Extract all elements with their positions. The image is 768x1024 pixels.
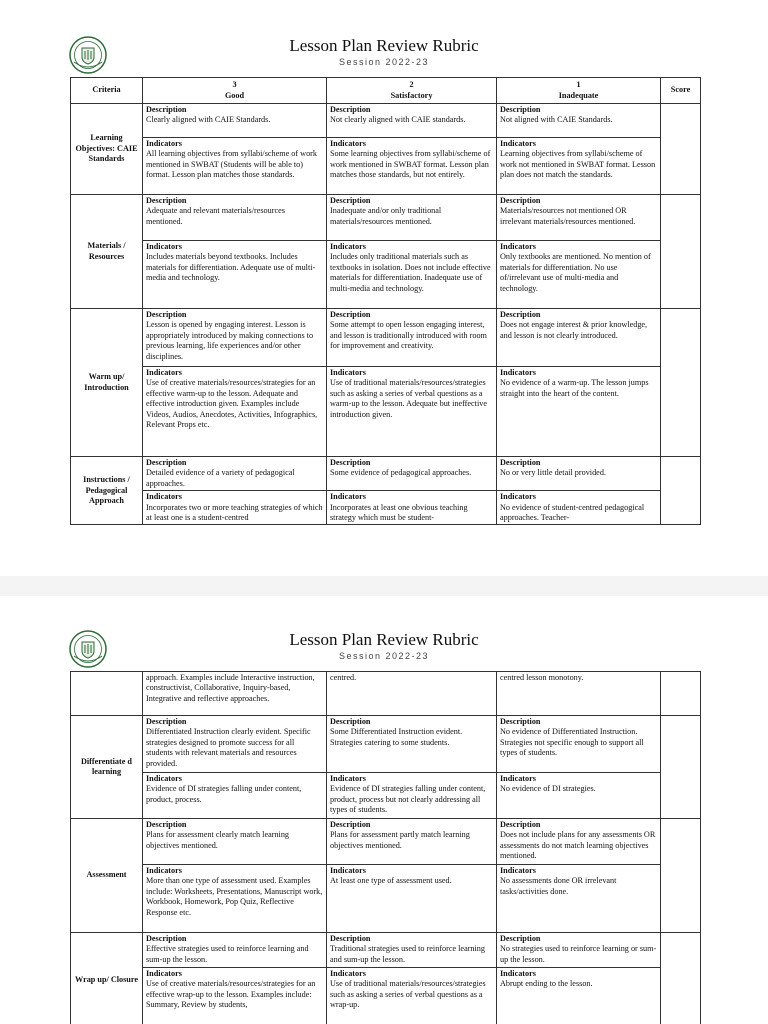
score-cell[interactable] bbox=[661, 933, 701, 1024]
cell-text: No evidence of student-centred pedagogical approaches. Teacher- bbox=[500, 502, 645, 523]
criteria-cell: Wrap up/ Closure bbox=[71, 933, 143, 1024]
description-label: Description bbox=[146, 105, 187, 114]
description-cell bbox=[497, 819, 661, 865]
description-cell bbox=[327, 104, 497, 138]
description-label: Description bbox=[146, 310, 187, 319]
indicators-label: Indicators bbox=[146, 368, 182, 377]
header-score: Score bbox=[661, 78, 701, 104]
description-label: Description bbox=[500, 717, 541, 726]
criteria-cell: Learning Objectives: CAIE Standards bbox=[71, 104, 143, 195]
table-row bbox=[71, 968, 701, 1024]
score-cell[interactable] bbox=[661, 716, 701, 819]
table-row bbox=[71, 138, 701, 195]
cell-text: Some attempt to open lesson engaging interest, and lesson is traditionally introduced with room for improvement and creativity. bbox=[330, 320, 487, 351]
description-cell bbox=[497, 457, 661, 491]
document-page-2 bbox=[0, 596, 768, 1024]
description-cell bbox=[327, 819, 497, 865]
cell-text: At least one type of assessment used. bbox=[330, 876, 452, 886]
cell-text: Plans for assessment partly match learning objectives mentioned. bbox=[330, 830, 470, 850]
cell-text: Includes materials beyond textbooks. Includes materials for differentiation. Adequate use of multi-media and technology. bbox=[146, 252, 316, 283]
description-cell bbox=[143, 933, 327, 968]
cell-text: Inadequate and/or only traditional materials/resources mentioned. bbox=[330, 206, 442, 226]
criteria-cell: Materials / Resources bbox=[71, 195, 143, 309]
indicators-label: Indicators bbox=[330, 492, 366, 502]
cell-text: Not aligned with CAIE Standards. bbox=[500, 115, 613, 125]
indicators-cell bbox=[327, 367, 497, 457]
indicators-label: Indicators bbox=[330, 139, 366, 148]
cell-text: More than one type of assessment used. Examples include: Worksheets, Presentations, Manuscript work, Workbook, Homework, Pop Quiz, Reflective Response etc. bbox=[146, 876, 323, 917]
header-inad-label: Inadequate bbox=[558, 90, 599, 100]
cell-text: Use of traditional materials/resources/strategies such as asking a series of verbal questions as a wrap-up. bbox=[330, 979, 486, 1010]
indicators-label: Indicators bbox=[330, 368, 366, 377]
header-sat-number: 2 bbox=[409, 80, 414, 90]
cell-text: Does not include plans for any assessments OR assessments do not match learning objectives mentioned. bbox=[500, 830, 656, 861]
cell-text: No evidence of Differentiated Instruction. Strategies not specific enough to support all types of students. bbox=[500, 727, 644, 758]
cell-text: Incorporates at least one obvious teaching strategy which must be student- bbox=[330, 502, 468, 523]
description-label: Description bbox=[500, 934, 541, 943]
description-cell bbox=[497, 309, 661, 367]
indicators-cell bbox=[327, 968, 497, 1024]
indicators-label: Indicators bbox=[330, 969, 366, 978]
cell-text: No strategies used to reinforce learning or sum-up the lesson. bbox=[500, 944, 657, 964]
criteria-cell: Assessment bbox=[71, 819, 143, 933]
description-cell bbox=[327, 195, 497, 241]
criteria-cell: Warm up/ Introduction bbox=[71, 309, 143, 457]
cell-text: Lesson is opened by engaging interest. Lesson is appropriately introduced by making connections to previous learning, life experiences and/or other disciplines. bbox=[146, 320, 314, 361]
continued-cell: centred lesson monotony. bbox=[497, 672, 661, 716]
cell-text: All learning objectives from syllabi/scheme of work mentioned in SWBAT (Students will be able to) format. Lesson plan matches those standards. bbox=[146, 149, 317, 180]
indicators-cell bbox=[497, 773, 661, 819]
cell-text: Adequate and relevant materials/resources mentioned. bbox=[146, 206, 285, 226]
criteria-cell bbox=[71, 672, 143, 716]
session-label: Session 2022-23 bbox=[338, 651, 430, 661]
cell-text: Some learning objectives from syllabi/scheme of work mentioned in SWBAT format. Lesson plan matches those standards, but not entirely. bbox=[330, 149, 491, 180]
criteria-cell: Differentiate d learning bbox=[71, 716, 143, 819]
indicators-cell bbox=[143, 773, 327, 819]
description-label: Description bbox=[330, 105, 371, 114]
table-row bbox=[71, 933, 701, 968]
criteria-cell: Instructions / Pedagogical Approach bbox=[71, 457, 143, 525]
table-row bbox=[71, 309, 701, 367]
header-inadequate bbox=[497, 78, 661, 104]
cell-text: Incorporates two or more teaching strategies of which at least one is a student-centred bbox=[146, 502, 323, 523]
table-row bbox=[71, 491, 701, 525]
cell-text: Materials/resources not mentioned OR irrelevant materials/resources mentioned. bbox=[500, 206, 636, 226]
description-cell bbox=[327, 933, 497, 968]
cell-text: Detailed evidence of a variety of pedagogical approaches. bbox=[146, 468, 295, 488]
cell-text: Does not engage interest & prior knowledge, and lesson is not clearly introduced. bbox=[500, 320, 648, 340]
description-cell bbox=[143, 819, 327, 865]
indicators-cell bbox=[143, 491, 327, 525]
score-cell[interactable] bbox=[661, 104, 701, 195]
table-row bbox=[71, 241, 701, 309]
table-row bbox=[71, 195, 701, 241]
rubric-table bbox=[70, 77, 701, 525]
description-cell bbox=[497, 933, 661, 968]
indicators-label: Indicators bbox=[500, 139, 536, 148]
cell-text: Traditional strategies used to reinforce learning and sum-up the lesson. bbox=[330, 944, 485, 964]
description-label: Description bbox=[330, 934, 371, 943]
indicators-label: Indicators bbox=[330, 242, 366, 251]
description-label: Description bbox=[146, 458, 187, 467]
cell-text: Learning objectives from syllabi/scheme of work not mentioned in SWBAT format. Lesson plan does not match the standards. bbox=[500, 149, 656, 180]
rubric-table-continued bbox=[70, 671, 701, 1024]
description-cell bbox=[327, 716, 497, 773]
description-cell bbox=[143, 309, 327, 367]
table-row bbox=[71, 773, 701, 819]
indicators-cell bbox=[327, 138, 497, 195]
session-label: Session 2022-23 bbox=[338, 57, 430, 67]
cell-text: Differentiated Instruction clearly evident. Specific strategies designed to promote success for all students with relevant materials and resources provided. bbox=[146, 727, 311, 768]
cell-text: Some evidence of pedagogical approaches. bbox=[330, 468, 472, 478]
indicators-label: Indicators bbox=[500, 969, 536, 978]
header-inad-number: 1 bbox=[576, 80, 581, 90]
indicators-cell bbox=[143, 865, 327, 933]
indicators-cell bbox=[143, 241, 327, 309]
indicators-label: Indicators bbox=[330, 774, 366, 783]
cell-text: Includes only traditional materials such as textbooks in isolation. Does not include effective materials for differentiation. Inadequate use of multi-media and technology. bbox=[330, 252, 491, 293]
description-cell bbox=[143, 104, 327, 138]
indicators-label: Indicators bbox=[146, 969, 182, 978]
cell-text: Not clearly aligned with CAIE standards. bbox=[330, 115, 466, 125]
score-cell[interactable] bbox=[661, 819, 701, 933]
header-sat-label: Satisfactory bbox=[390, 90, 433, 100]
header-criteria: Criteria bbox=[71, 78, 143, 104]
cell-text: Use of traditional materials/resources/strategies such as asking a series of verbal questions as a warm-up to the lesson. Adequate but ineffective introduction given. bbox=[330, 378, 487, 419]
description-label: Description bbox=[146, 717, 187, 726]
indicators-cell bbox=[327, 773, 497, 819]
document-title: Lesson Plan Review Rubric bbox=[289, 630, 479, 649]
description-cell bbox=[143, 457, 327, 491]
cell-text: Plans for assessment clearly match learning objectives mentioned. bbox=[146, 830, 290, 850]
table-row bbox=[71, 672, 701, 716]
indicators-cell bbox=[327, 491, 497, 525]
description-cell bbox=[497, 104, 661, 138]
cell-text: Only textbooks are mentioned. No mention of materials for differentiation. No use of/irrelevant use of multi-media and technology. bbox=[500, 252, 651, 293]
table-row bbox=[71, 716, 701, 773]
indicators-label: Indicators bbox=[500, 866, 536, 875]
score-cell[interactable] bbox=[661, 672, 701, 716]
indicators-label: Indicators bbox=[330, 866, 366, 875]
cell-text: Effective strategies used to reinforce learning and sum-up the lesson. bbox=[146, 944, 309, 964]
score-cell[interactable] bbox=[661, 457, 701, 525]
description-label: Description bbox=[146, 934, 187, 943]
indicators-cell bbox=[497, 865, 661, 933]
indicators-label: Indicators bbox=[146, 492, 182, 502]
cell-text: No evidence of a warm-up. The lesson jumps straight into the heart of the content. bbox=[500, 378, 649, 398]
description-cell bbox=[497, 195, 661, 241]
description-label: Description bbox=[330, 820, 371, 829]
cell-text: No assessments done OR irrelevant tasks/activities done. bbox=[500, 876, 617, 896]
description-label: Description bbox=[500, 310, 541, 319]
table-row bbox=[71, 865, 701, 933]
description-label: Description bbox=[330, 458, 371, 467]
header-satisfactory bbox=[327, 78, 497, 104]
indicators-label: Indicators bbox=[500, 242, 536, 251]
indicators-label: Indicators bbox=[146, 242, 182, 251]
table-header-row bbox=[71, 78, 701, 104]
score-cell[interactable] bbox=[661, 309, 701, 457]
description-cell bbox=[143, 716, 327, 773]
score-cell[interactable] bbox=[661, 195, 701, 309]
cell-text: No or very little detail provided. bbox=[500, 468, 606, 478]
description-cell bbox=[327, 457, 497, 491]
description-label: Description bbox=[330, 717, 371, 726]
description-label: Description bbox=[500, 820, 541, 829]
indicators-label: Indicators bbox=[146, 774, 182, 783]
cell-text: Some Differentiated Instruction evident. Strategies catering to some students. bbox=[330, 727, 463, 747]
cell-text: Clearly aligned with CAIE Standards. bbox=[146, 115, 271, 125]
table-row bbox=[71, 819, 701, 865]
header-good bbox=[143, 78, 327, 104]
description-label: Description bbox=[500, 105, 541, 114]
table-row bbox=[71, 457, 701, 491]
page-gap bbox=[0, 576, 768, 596]
indicators-label: Indicators bbox=[146, 866, 182, 875]
description-cell bbox=[327, 309, 497, 367]
continued-cell: centred. bbox=[327, 672, 497, 716]
cell-text: Use of creative materials/resources/strategies for an effective wrap-up to the lesson. Examples include: Summary, Review by students, bbox=[146, 979, 316, 1010]
description-label: Description bbox=[146, 820, 187, 829]
table-row bbox=[71, 104, 701, 138]
indicators-cell bbox=[497, 367, 661, 457]
cell-text: Evidence of DI strategies falling under content, product, process. bbox=[146, 784, 302, 804]
cell-text: Abrupt ending to the lesson. bbox=[500, 979, 593, 989]
continued-cell: approach. Examples include Interactive instruction, constructivist, Collaborative, Inquiry-based, Integrative and reflective approaches. bbox=[143, 672, 327, 716]
indicators-label: Indicators bbox=[146, 139, 182, 148]
indicators-label: Indicators bbox=[500, 368, 536, 377]
header-good-label: Good bbox=[224, 90, 245, 100]
cell-text: Evidence of DI strategies falling under content, product, process but not clearly addressing all types of students. bbox=[330, 784, 486, 815]
indicators-cell bbox=[327, 865, 497, 933]
indicators-cell bbox=[327, 241, 497, 309]
description-cell bbox=[143, 195, 327, 241]
description-label: Description bbox=[500, 196, 541, 205]
cell-text: No evidence of DI strategies. bbox=[500, 784, 596, 794]
description-label: Description bbox=[146, 196, 187, 205]
indicators-cell bbox=[143, 367, 327, 457]
description-cell bbox=[497, 716, 661, 773]
indicators-cell bbox=[497, 138, 661, 195]
header-good-number: 3 bbox=[232, 80, 237, 90]
indicators-cell bbox=[143, 138, 327, 195]
indicators-cell bbox=[143, 968, 327, 1024]
description-label: Description bbox=[330, 310, 371, 319]
indicators-cell bbox=[497, 241, 661, 309]
description-label: Description bbox=[500, 458, 541, 467]
indicators-cell bbox=[497, 491, 661, 525]
table-row bbox=[71, 367, 701, 457]
document-title: Lesson Plan Review Rubric bbox=[289, 36, 479, 55]
indicators-label: Indicators bbox=[500, 774, 536, 783]
cell-text: Use of creative materials/resources/strategies for an effective warm-up to the lesson. Adequate and effective introduction given. Examples include Videos, Audios, Anecdotes, Activities, Infographics, Relevant Props etc. bbox=[146, 378, 318, 430]
indicators-cell bbox=[497, 968, 661, 1024]
indicators-label: Indicators bbox=[500, 492, 536, 502]
description-label: Description bbox=[330, 196, 371, 205]
